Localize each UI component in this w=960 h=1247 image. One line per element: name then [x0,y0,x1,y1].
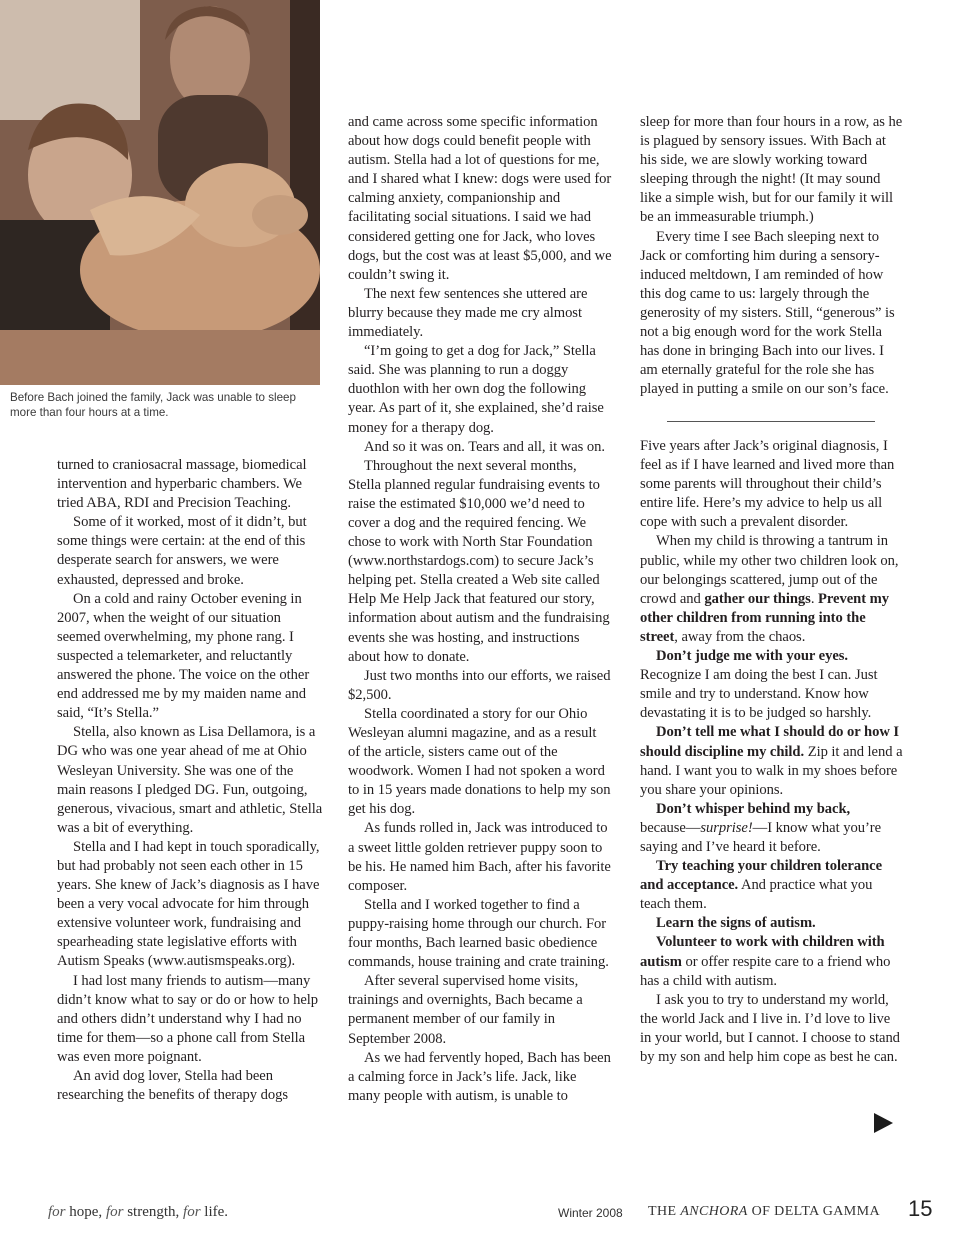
text: , away from the chaos. [674,628,806,645]
text: because— [640,819,701,836]
paragraph [640,933,904,990]
bold-text: gather our things [704,590,811,607]
paragraph: Stella and I worked together to find a puppy-raising home through our church. For four months, Bach learned basic obedience commands, house training and crate training. [348,896,609,971]
photo-illustration [0,0,320,385]
text: for [183,1204,201,1220]
paragraph: and came across some specific information about how dogs could benefit people with autism. Stella had a lot of questions for me, and I shared what I knew: dogs were used for calming anxiety, companionship and facilitating social situations. I said we had considered getting one for Jack, who loves dogs, but the cost was at least $5,000, and we couldn’t swing it. [348,114,612,283]
text: When my child is throwing a tantrum in public, while my other two children look on, our belongings scattered, jump out of the crowd and [640,533,899,607]
paragraph: Five years after Jack’s original diagnosis, I feel as if I have learned and lived more than some parents will throughout their child’s entire life. Here’s my advice to help us all cope with such a prevalent disorder. [640,438,895,531]
bold-text: Don’t tell me what I should do or how I should discipline my child. [640,724,900,760]
paragraph: On a cold and rainy October evening in 2007, when the weight of our situation seemed overwhelming, my phone rang. I suspected a telemarketer, and reluctantly answered the phone. The voice on the other end addressed me by my maiden name and said, “It’s Stella.” [57,590,310,722]
paragraph: Some of it worked, most of it didn’t, but some things were certain: at the end of this desperate search for answers, we were exhausted, depressed and broke. [57,514,307,588]
page-number: 15 [908,1196,933,1221]
paragraph: Stella and I had kept in touch sporadically, but had probably not seen each other in 15 years. She knew of Jack’s diagnosis as I have been a very vocal advocate for him through extensive volunteer work, fundraising and spearheading state legislative efforts with Autism Speaks (www.autismspeaks.org). [57,838,320,970]
bold-text: Learn the signs of autism. [656,915,816,932]
paragraph [640,819,904,857]
italic-text: surprise! [700,819,753,836]
paragraph: Stella, also known as Lisa Dellamora, is a DG who was one year ahead of me at Ohio Wesleyan University. She was one of the main reasons I pledged DG. Fun, outgoing, generous, vivacious, smart and athletic, Stella was a bit of everything. [57,724,323,836]
paragraph: Every time I see Bach sleeping next to Jack or comforting him during a sensory-induced meltdown, I am reminded of how this dog came to us: largely through the generosity of my sisters. Still, “generous” is not a big enough word for the work Stella has done in bringing Bach into our lives. I am eternally grateful for the role she has played in putting a smile on our son’s face. [640,228,895,398]
footer-magazine-title [648,1204,880,1220]
bold-text: Try teaching your children tolerance and acceptance. [640,858,882,894]
bold-text: Volunteer to work with children with autism [640,934,885,970]
advice-section [640,437,904,1067]
text: strength, [123,1204,184,1220]
text: —I know what you’re saying and I’ve heard it before. [640,819,881,855]
bold-text: Don’t whisper behind my back, [656,800,851,817]
footer-tagline [48,1204,228,1221]
paragraph [640,647,904,666]
paragraph: turned to craniosacral massage, biomedical intervention and hyperbaric chambers. We tried ABA, RDI and Precision Teaching. [57,457,307,512]
continue-arrow-icon [874,1113,893,1133]
text: for [48,1204,66,1220]
bold-text: Prevent my other children from running into the street [640,590,889,645]
section-divider [667,421,875,422]
text: OF DELTA GAMMA [747,1204,881,1219]
text: Zip it and lend a hand. I want you to walk in my shoes before you share your opinions. [640,743,903,798]
text: THE [648,1204,681,1219]
photo-jack-and-bach [0,0,320,385]
paragraph: sleep for more than four hours in a row, as he is plagued by sensory issues. With Bach at his side, we are slowly working toward sleeping through the night! (It may sound like a simple wish, but for our family it will be an immeasurable triumph.) [640,114,903,226]
paragraph: Throughout the next several months, Stella planned regular fundraising events to raise the estimated $10,000 we’d need to cover a dog and the required fencing. We chose to work with North Star Foundation (www.northstardogs.com) to secure Jack’s helping pet. Stella created a Web site called Help Me Help Jack that featured our story, information about autism and the fundraising events she was hosting, and instructions about how to donate. [348,457,610,665]
column-2 [348,113,612,1106]
paragraph: Stella coordinated a story for our Ohio Wesleyan alumni magazine, and as a result of the article, sisters came out of the woodwork. Women I had not spoken a word to in 15 years made donations to help my son get his dog. [348,705,611,818]
photo-caption: Before Bach joined the family, Jack was unable to sleep more than four hours at a time. [10,391,296,419]
column-1 [57,456,323,1105]
footer-issue: Winter 2008 [558,1206,623,1220]
paragraph: After several supervised home visits, trainings and overnights, Bach became a permanent member of our family in September 2008. [348,973,583,1047]
paragraph: I had lost many friends to autism—many didn’t know what to say or do or how to help and others didn’t understand why I had no time for them—so a phone call from Stella was even more poignant. [57,972,319,1065]
paragraph: I ask you to try to understand my world, the world Jack and I live in. I’d love to live in your world, but I cannot. I choose to stand by my son and help him cope as best he can. [640,991,900,1065]
paragraph [640,857,904,914]
paragraph [640,914,904,933]
paragraph: As we had fervently hoped, Bach has been a calming force in Jack’s life. Jack, like many people with autism, is unable to [348,1049,611,1104]
text: for [105,1204,124,1220]
paragraph [640,723,904,799]
paragraph [640,532,904,647]
text: or offer respite care to a friend who has a child with autism. [640,953,891,989]
column-3 [640,113,904,399]
text: hope, [65,1204,106,1220]
paragraph: As funds rolled in, Jack was introduced to a sweet little golden retriever puppy soon to be his. He named him Bach, after his favorite composer. [348,820,611,894]
text: And practice what you teach them. [640,877,873,913]
paragraph: Recognize I am doing the best I can. Just smile and try to understand. Know how devastating it is to be judged so harshly. [640,667,878,722]
text: life. [200,1204,229,1220]
bold-text: Don’t judge me with your eyes. [656,648,848,665]
paragraph: Just two months into our efforts, we raised $2,500. [348,667,611,703]
paragraph [640,800,904,819]
paragraph: “I’m going to get a dog for Jack,” Stella said. She was planning to run a doggy duothlon with her own dog the following year. As part of it, she explained, she’d raise money for a therapy dog. [348,343,604,436]
paragraph: And so it was on. Tears and all, it was on. [364,438,605,455]
paragraph: The next few sentences she uttered are blurry because they made me cry almost immediately. [348,285,588,341]
paragraph: An avid dog lover, Stella had been researching the benefits of therapy dogs [57,1068,289,1104]
text: ANCHORA [680,1204,748,1219]
text: . [810,590,819,607]
